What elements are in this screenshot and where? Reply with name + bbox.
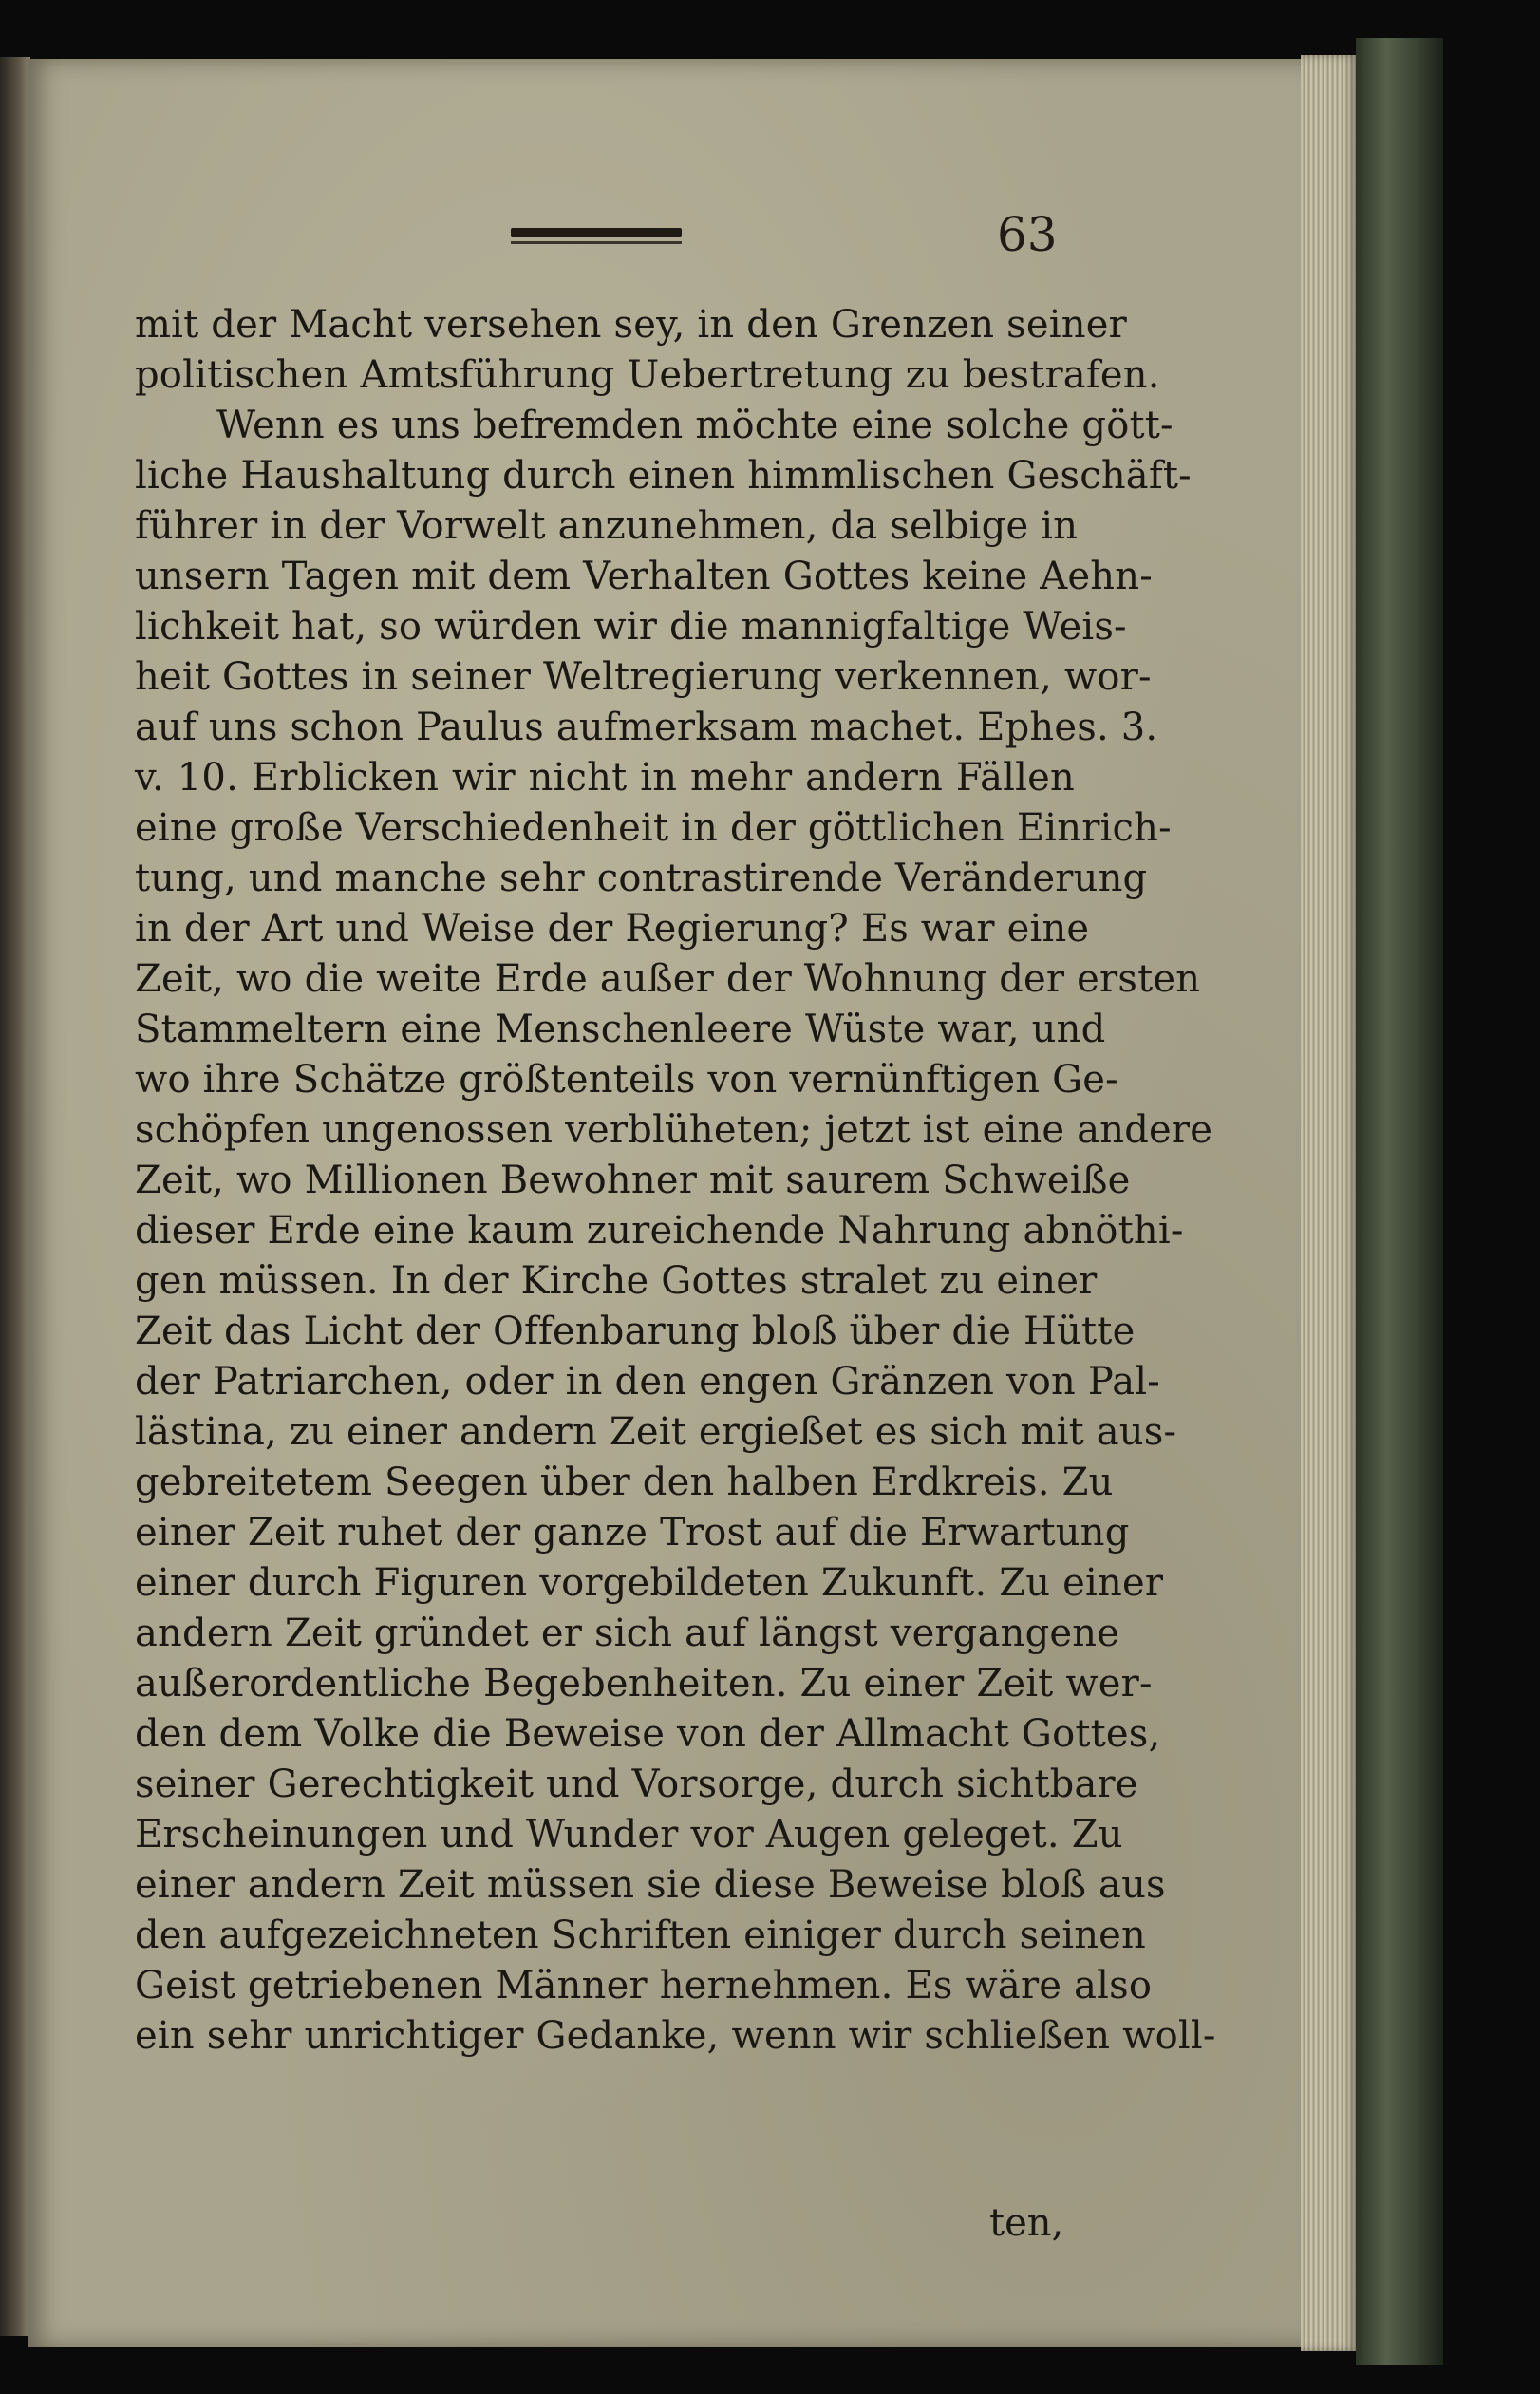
text-line: einer andern Zeit müssen sie diese Beweise bloß aus	[135, 1863, 1166, 1907]
text-line: einer durch Figuren vorgebildeten Zukunft. Zu einer	[135, 1561, 1164, 1605]
text-line: Zeit, wo die weite Erde außer der Wohnung der ersten	[135, 957, 1201, 1001]
text-line: Wenn es uns befremden möchte eine solche gött-	[216, 404, 1174, 447]
text-line: Geist getriebenen Männer hernehmen. Es wäre also	[135, 1964, 1153, 2008]
text-line: mit der Macht versehen sey, in den Grenzen seiner	[135, 303, 1127, 347]
text-line: führer in der Vorwelt anzunehmen, da selbige in	[135, 504, 1079, 548]
text-line: wo ihre Schätze größtenteils von vernünftigen Ge-	[135, 1058, 1118, 1102]
text-line: eine große Verschiedenheit in der göttlichen Einrich-	[135, 806, 1172, 850]
text-line: heit Gottes in seiner Weltregierung verkennen, wor-	[135, 655, 1152, 699]
book-gutter	[0, 57, 30, 2336]
text-line: politischen Amtsführung Uebertretung zu bestrafen.	[135, 353, 1160, 397]
text-line: Zeit das Licht der Offenbarung bloß über die Hütte	[135, 1310, 1136, 1353]
text-line: gebreitetem Seegen über den halben Erdkreis. Zu	[135, 1461, 1114, 1504]
text-line: tung, und manche sehr contrastirende Veränderung	[135, 857, 1148, 900]
text-line: außerordentliche Begebenheiten. Zu einer Zeit wer-	[135, 1662, 1153, 1706]
text-line: v. 10. Erblicken wir nicht in mehr andern Fällen	[135, 756, 1075, 800]
text-line: Stammeltern eine Menschenleere Wüste war, und	[135, 1008, 1106, 1051]
catchword: ten,	[989, 2201, 1064, 2245]
text-line: unsern Tagen mit dem Verhalten Gottes keine Aehn-	[135, 555, 1153, 598]
text-line: den dem Volke die Beweise von der Allmacht Gottes,	[135, 1712, 1161, 1756]
text-line: einer Zeit ruhet der ganze Trost auf die Erwartung	[135, 1511, 1130, 1555]
header-rule	[511, 228, 682, 237]
page-number: 63	[997, 207, 1058, 262]
text-line: dieser Erde eine kaum zureichende Nahrung abnöthi-	[135, 1209, 1184, 1253]
text-line: liche Haushaltung durch einen himmlischen Geschäft-	[135, 454, 1192, 498]
text-line: lichkeit hat, so würden wir die mannigfaltige Weis-	[135, 605, 1127, 649]
text-line: Zeit, wo Millionen Bewohner mit saurem Schweiße	[135, 1159, 1131, 1202]
text-line: Erscheinungen und Wunder vor Augen geleget. Zu	[135, 1813, 1123, 1857]
text-line: den aufgezeichneten Schriften einiger durch seinen	[135, 1913, 1146, 1957]
text-line: seiner Gerechtigkeit und Vorsorge, durch sichtbare	[135, 1763, 1138, 1806]
text-line: schöpfen ungenossen verblüheten; jetzt ist eine andere	[135, 1108, 1213, 1152]
body-text	[135, 300, 1216, 2062]
text-line: andern Zeit gründet er sich auf längst vergangene	[135, 1612, 1120, 1655]
text-line: ein sehr unrichtiger Gedanke, wenn wir schließen woll-	[135, 2014, 1216, 2058]
text-line: gen müssen. In der Kirche Gottes stralet zu einer	[135, 1259, 1098, 1303]
text-line: in der Art und Weise der Regierung? Es war eine	[135, 907, 1090, 951]
text-line: auf uns schon Paulus aufmerksam machet. Ephes. 3.	[135, 706, 1158, 749]
book-cover-edge	[1356, 38, 1443, 2365]
page-edges	[1301, 55, 1358, 2351]
text-line: lästina, zu einer andern Zeit ergießet es sich mit aus-	[135, 1410, 1177, 1454]
text-line: der Patriarchen, oder in den engen Gränzen von Pal-	[135, 1360, 1161, 1404]
